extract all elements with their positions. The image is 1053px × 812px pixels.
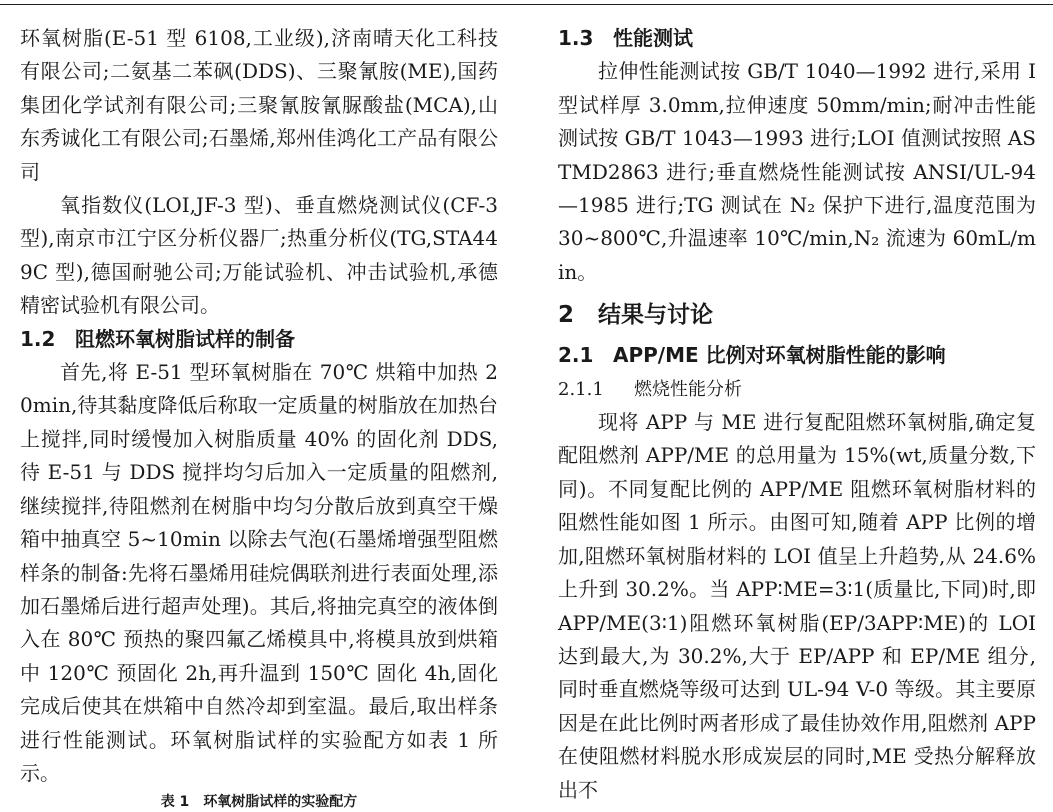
section-heading-2 xyxy=(558,297,1036,333)
section-title: 结果与讨论 xyxy=(598,302,713,329)
right-column xyxy=(558,22,1036,807)
section-number: 2.1.1 xyxy=(558,378,604,400)
left-column xyxy=(20,22,498,812)
preparation-paragraph: 首先,将 E-51 型环氧树脂在 70℃ 烘箱中加热 20min,待其黏度降低后称取一定质量的树脂放在加热台上搅拌,同时缓慢加入树脂质量 40% 的固化剂 DDS,待 E-51 与 DDS 搅拌均匀后加入一定质量的阻燃剂,继续搅拌,待阻燃剂在树脂中均匀分散后放到真空干燥箱中抽真空 5~10min 以除去气泡(石墨烯增强型阻燃样条的制备:先将石墨烯用硅烷偶联剂进行表面处理,添加石墨烯后进行超声处理)。其后,将抽完真空的液体倒入在 80℃ 预热的聚四氟乙烯模具中,将模具放到烘箱中 120℃ 预固化 2h,再升温到 150℃ 固化 4h,固化完成后使其在烘箱中自然冷却到室温。最后,取出样条进行性能测试。环氧树脂试样的实验配方如表 1 所示。 xyxy=(20,360,498,785)
section-number: 2.1 xyxy=(558,343,594,368)
table-caption xyxy=(20,792,498,812)
table-number: 表 1 xyxy=(160,794,190,811)
section-heading-2-1 xyxy=(558,339,1036,372)
table-title: 环氧树脂试样的实验配方 xyxy=(203,794,358,811)
section-heading-1-2 xyxy=(20,323,498,356)
section-title: 燃烧性能分析 xyxy=(634,378,742,400)
section-title: 阻燃环氧树脂试样的制备 xyxy=(75,326,295,351)
section-number: 2 xyxy=(558,302,575,329)
materials-paragraph: 环氧树脂(E-51 型 6108,工业级),济南晴天化工科技有限公司;二氨基二苯砜(DDS)、三聚氰胺(ME),国药集团化学试剂有限公司;三聚氰胺氰脲酸盐(MCA),山东秀诚化工有限公司;石墨烯,郑州佳鸿化工产品有限公司 xyxy=(20,26,498,184)
section-number: 1.3 xyxy=(558,26,594,50)
section-heading-2-1-1 xyxy=(558,373,1036,406)
section-title: 性能测试 xyxy=(613,26,693,50)
section-heading-1-3 xyxy=(558,22,1036,55)
testing-paragraph: 拉伸性能测试按 GB/T 1040—1992 进行,采用 I 型试样厚 3.0mm,拉伸速度 50mm/min;耐冲击性能测试按 GB/T 1043—1993 进行;LOI 值测试按照 ASTMD2863 进行;垂直燃烧性能测试按 ANSI/UL-94—1985 进行;TG 测试在 N₂ 保护下进行,温度范围为 30~800℃,升温速率 10℃/min,N₂ 流速为 60mL/min。 xyxy=(558,59,1036,284)
top-rule xyxy=(0,4,1053,5)
section-number: 1.2 xyxy=(20,326,56,351)
section-title: APP/ME 比例对环氧树脂性能的影响 xyxy=(613,343,946,368)
instruments-paragraph: 氧指数仪(LOI,JF-3 型)、垂直燃烧测试仪(CF-3 型),南京市江宁区分析仪器厂;热重分析仪(TG,STA449C 型),德国耐驰公司;万能试验机、冲击试验机,承德精密试验机有限公司。 xyxy=(20,193,498,318)
combustion-analysis-paragraph: 现将 APP 与 ME 进行复配阻燃环氧树脂,确定复配阻燃剂 APP/ME 的总用量为 15%(wt,质量分数,下同)。不同复配比例的 APP/ME 阻燃环氧树脂材料的阻燃性能如图 1 所示。由图可知,随着 APP 比例的增加,阻燃环氧树脂材料的 LOI 值呈上升趋势,从 24.6% 上升到 30.2%。当 APP∶ME=3∶1(质量比,下同)时,即 APP/ME(3∶1)阻燃环氧树脂(EP/3APP∶ME)的 LOI 达到最大,为 30.2%,大于 EP/APP 和 EP/ME 组分,同时垂直燃烧等级可达到 UL-94 V-0 等级。其主要原因是在此比例时两者形成了最佳协效作用,阻燃剂 APP 在使阻燃材料脱水形成炭层的同时,ME 受热分解释放出不 xyxy=(558,410,1036,802)
